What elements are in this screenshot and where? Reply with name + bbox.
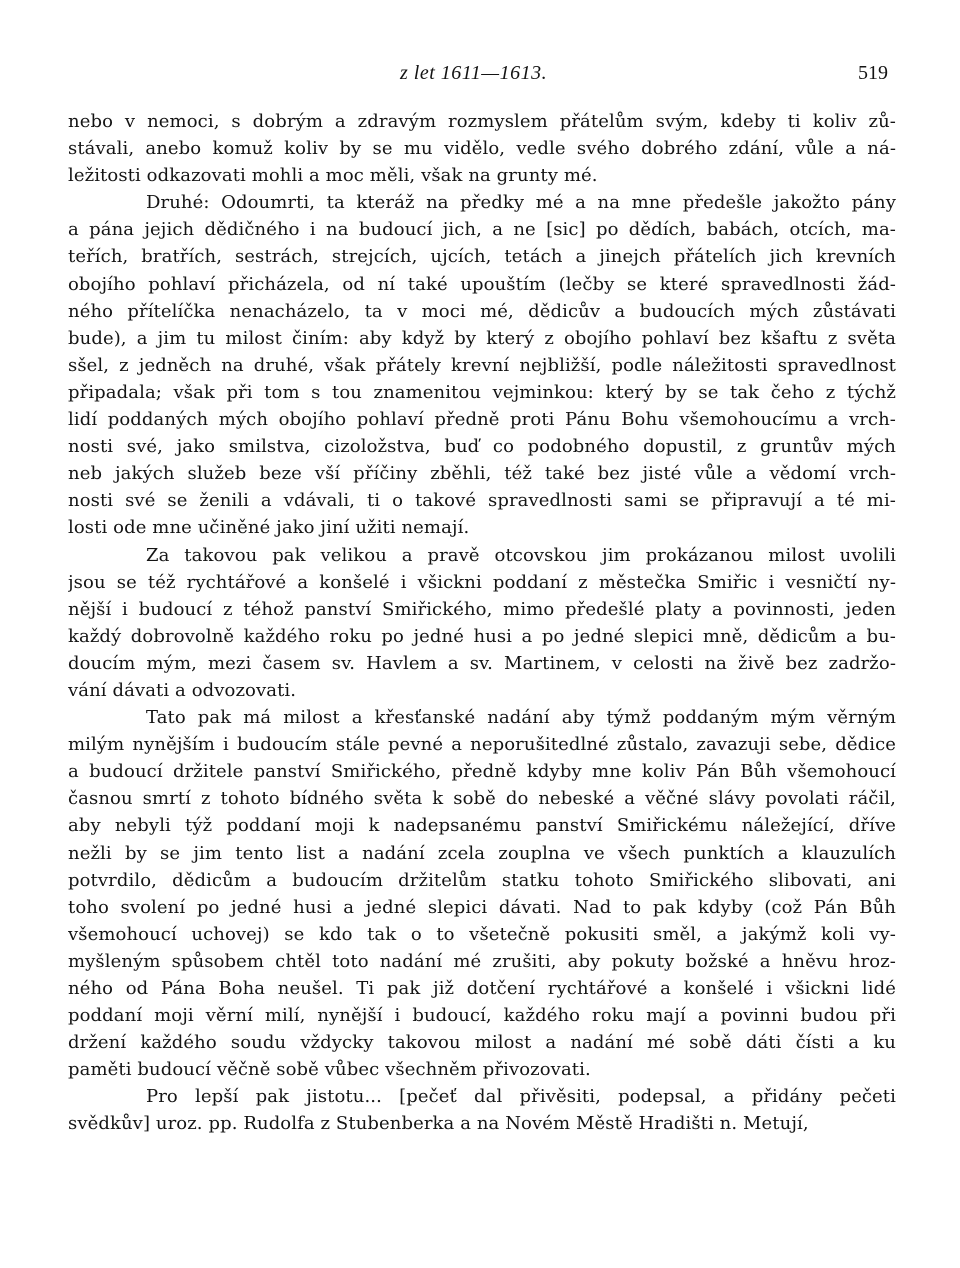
text-line: nežli by se jim tento list a nadání zcela zouplna ve všech punktích a klauzulích: [68, 842, 896, 864]
page-number: 519: [858, 62, 888, 84]
paragraph: [68, 542, 896, 705]
text-line: milým nynějším i budoucím stále pevné a neporušitedlné zůstalo, zavazuji sebe, dědice: [68, 734, 896, 756]
document-page: [68, 58, 896, 1138]
running-head: [68, 58, 896, 90]
text-line: Pro lepší pak jistotu... [pečeť dal přivěsiti, podepsal, a přidány pečeti: [146, 1086, 896, 1108]
paragraph: [68, 108, 896, 189]
paragraph: [68, 189, 896, 541]
text-line: stávali, anebo komuž koliv by se mu vidělo, vedle svého dobrého zdání, vůle a ná-: [68, 138, 896, 160]
text-line: nosti své, jako smilstva, cizoložstva, buď co podobného dopustil, z gruntův mých: [68, 436, 896, 458]
text-line: paměti budoucí věčně sobě vůbec všechněm přivozovati.: [68, 1059, 591, 1081]
text-line: nější i budoucí z téhož panství Smiřického, mimo předešlé platy a povinnosti, jeden: [68, 598, 896, 620]
text-line: svědkův] uroz. pp. Rudolfa z Stubenberka a na Novém Městě Hradišti n. Metují,: [68, 1113, 809, 1135]
text-line: držení každého soudu vždycky takovou milost a nadání mé sobě dáti čísti a ku: [68, 1032, 896, 1054]
text-line: lidí poddaných mých obojího pohlaví předně proti Pánu Bohu všemohoucímu a vrch-: [68, 409, 896, 431]
text-line: a budoucí držitele panství Smiřického, předně kdyby mne koliv Pán Bůh všemohoucí: [68, 761, 896, 783]
text-line: nosti své se ženili a vdávali, ti o takové spravedlnosti sami se připravují a té mi-: [68, 490, 896, 512]
text-line: obojího pohlaví přicházela, od ní také upouštím (lečby se které spravedlnosti žád-: [68, 273, 896, 295]
paragraph: [68, 704, 896, 1083]
text-line: toho svolení po jedné husi a jedné slepici dávati. Nad to pak kdyby (což Pán Bůh: [68, 896, 896, 918]
text-line: myšleným spůsobem chtěl toto nadání mé zrušiti, aby pokuty božské a hněvu hroz-: [68, 950, 896, 972]
text-line: připadala; však při tom s tou znamenitou vejminkou: který by se tak čeho z týchž: [68, 381, 896, 403]
text-line: potvrdilo, dědicům a budoucím držitelům statku tohoto Smiřického slibovati, ani: [68, 869, 896, 891]
text-line: bude), a jim tu milost činím: aby když by který z obojího pohlaví bez kšaftu z světa: [68, 327, 896, 349]
text-line: jsou se též rychtářové a konšelé i všickni poddaní z městečka Smiřic i vesničtí ny-: [68, 571, 896, 593]
text-line: doucím mým, mezi časem sv. Havlem a sv. Martinem, v celosti na živě bez zadržo-: [68, 652, 896, 674]
text-line: aby nebyli týž poddaní moji k nadepsanému panství Smiřickému náležející, dříve: [68, 815, 896, 837]
body-text: [68, 108, 896, 1138]
text-line: vání dávati a odvozovati.: [68, 679, 297, 701]
text-line: a pána jejich dědičného i na budoucí jich, a ne [sic] po dědích, babách, otcích, ma-: [68, 219, 896, 241]
text-line: každý dobrovolně každého roku po jedné husi a po jedné slepici mně, dědicům a bu-: [68, 625, 896, 647]
text-line: časnou smrtí z tohoto bídného světa k sobě do nebeské a věčné slávy povolati ráčil,: [68, 788, 896, 810]
text-line: ného přítelíčka nenacházelo, ta v moci mé, dědicův a budoucích mých zůstávati: [68, 300, 896, 322]
text-line: losti ode mne učiněné jako jiní užiti nemají.: [68, 517, 470, 539]
text-line: ležitosti odkazovati mohli a moc měli, však na grunty mé.: [68, 165, 598, 187]
text-line: poddaní moji věrní milí, nynější i budoucí, každého roku mají a povinni budou při: [68, 1005, 896, 1027]
text-line: sšel, z jedněch na druhé, však přátely krevní nejbližší, podle náležitosti spravedlnost: [68, 354, 896, 376]
text-line: nebo v nemoci, s dobrým a zdravým rozmyslem přátelům svým, kdeby ti koliv zů-: [68, 111, 896, 132]
paragraph: [68, 1083, 896, 1137]
text-line: Za takovou pak velikou a pravě otcovskou jim prokázanou milost uvolili: [146, 544, 896, 566]
running-title: z let 1611—1613.: [400, 62, 548, 84]
text-line: Tato pak má milost a křesťanské nadání aby týmž poddaným mým věrným: [146, 707, 896, 729]
text-line: neb jakých služeb beze vší příčiny zběhli, též také bez jisté vůle a vědomí vrch-: [68, 463, 896, 485]
text-line: ného od Pána Boha neušel. Ti pak již dotčení rychtářové a konšelé i všickni lidé: [68, 978, 896, 999]
text-line: Druhé: Odoumrti, ta kteráž na předky mé a na mne předešle jakožto pány: [146, 192, 896, 214]
text-line: teřích, bratřích, sestrách, strejcích, ujcích, tetách a jinejch přátelích jich krevních: [68, 246, 896, 268]
text-line: všemohoucí uchovej) se kdo tak o to všetečně pokusiti směl, a jakýmž koli vy-: [68, 923, 896, 945]
